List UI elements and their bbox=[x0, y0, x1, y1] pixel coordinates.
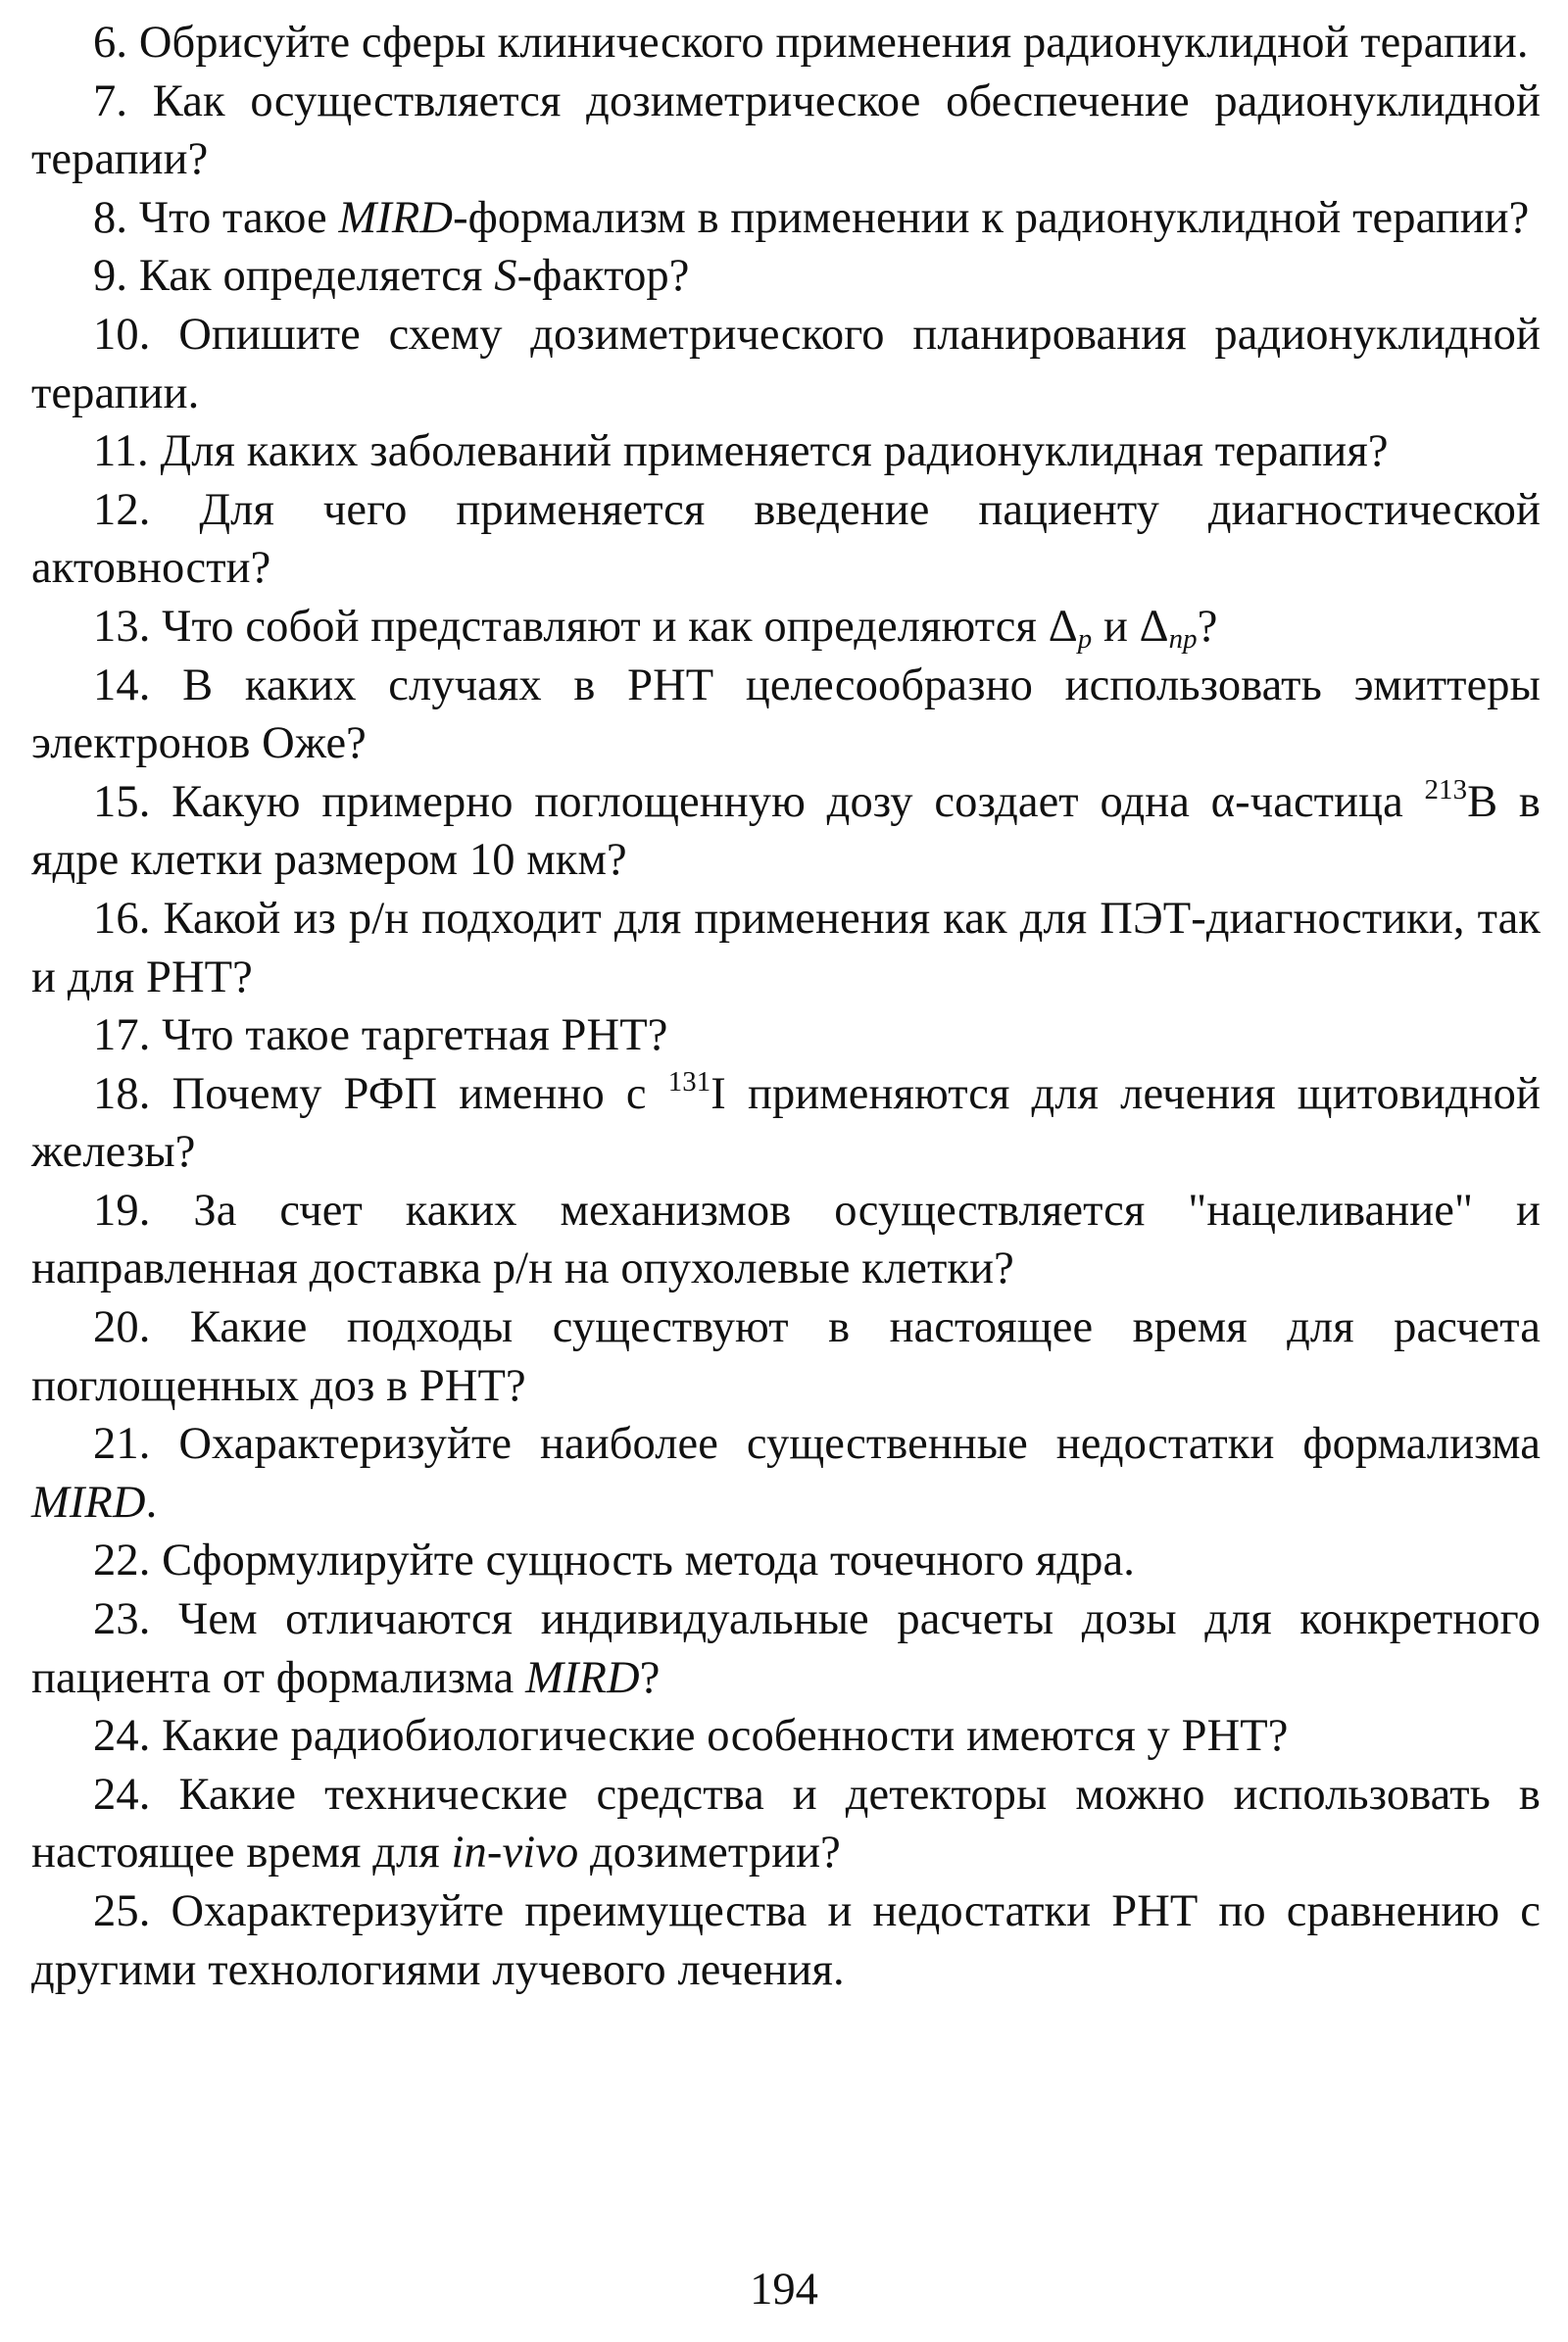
question-text: Сформулируйте сущность метода точечного ядра. bbox=[162, 1536, 1135, 1586]
question-25 bbox=[31, 1882, 1541, 1999]
question-24b bbox=[31, 1766, 1541, 1882]
question-text-end: -формализм в применении к радионуклидной терапии? bbox=[453, 192, 1530, 243]
question-text-start: Какую примерно поглощенную дозу создает одна α-частица bbox=[172, 776, 1425, 827]
question-text: Обрисуйте сферы клинического применения радионуклидной терапии. bbox=[138, 18, 1529, 68]
question-17 bbox=[31, 1006, 1541, 1065]
question-number: 25. bbox=[93, 1886, 151, 1936]
question-term-italic: in-vivo bbox=[451, 1828, 579, 1878]
question-number: 24. bbox=[93, 1711, 151, 1762]
question-text-end: -фактор? bbox=[516, 251, 690, 302]
question-text: Что такое таргетная РНТ? bbox=[162, 1010, 668, 1061]
question-text-end: дозиметрии? bbox=[578, 1828, 841, 1878]
question-text: Какие радиобиологические особенности имеются у РНТ? bbox=[162, 1711, 1289, 1762]
question-19 bbox=[31, 1182, 1541, 1298]
question-number: 14. bbox=[93, 659, 151, 710]
question-11 bbox=[31, 422, 1541, 481]
question-term-italic: MIRD bbox=[31, 1477, 146, 1528]
question-20 bbox=[31, 1298, 1541, 1415]
question-term-italic: MIRD bbox=[338, 192, 454, 243]
question-text-end: . bbox=[145, 1477, 158, 1528]
question-number: 9. bbox=[93, 251, 128, 302]
question-22 bbox=[31, 1532, 1541, 1590]
question-8 bbox=[31, 189, 1541, 248]
question-10 bbox=[31, 306, 1541, 422]
question-text-start: Охарактеризуйте наиболее существенные недостатки формализма bbox=[178, 1419, 1541, 1470]
question-text: Для чего применяется введение пациенту диагностической актовности? bbox=[31, 484, 1541, 594]
question-text-end: ? bbox=[1197, 601, 1218, 652]
question-text-middle: и Δ bbox=[1092, 601, 1169, 652]
question-number: 17. bbox=[93, 1010, 151, 1061]
question-text-end: ? bbox=[639, 1652, 661, 1703]
question-number: 20. bbox=[93, 1302, 151, 1353]
question-number: 6. bbox=[93, 18, 128, 68]
question-12 bbox=[31, 481, 1541, 598]
question-number: 22. bbox=[93, 1536, 151, 1586]
question-number: 7. bbox=[93, 75, 128, 126]
question-text-start: Как определяется bbox=[138, 251, 495, 302]
question-number: 23. bbox=[93, 1594, 151, 1645]
question-text-end: B в ядре клетки размером 10 мкм? bbox=[31, 776, 1541, 886]
superscript-mass-number: 131 bbox=[667, 1065, 711, 1098]
question-number: 24. bbox=[93, 1769, 151, 1820]
question-list bbox=[31, 14, 1541, 1999]
question-text-end: I применяются для лечения щитовидной железы? bbox=[31, 1068, 1541, 1178]
question-text-start: Какие технические средства и детекторы можно использовать в настоящее время для bbox=[31, 1769, 1541, 1878]
question-24a bbox=[31, 1707, 1541, 1766]
question-number: 13. bbox=[93, 601, 151, 652]
question-text-start: Чем отличаются индивидуальные расчеты дозы для конкретного пациента от формализма bbox=[31, 1594, 1541, 1703]
question-9 bbox=[31, 247, 1541, 306]
question-text: За счет каких механизмов осуществляется "нацеливание" и направленная доставка р/н на опухолевые клетки? bbox=[31, 1185, 1541, 1294]
question-text: Охарактеризуйте преимущества и недостатки РНТ по сравнению с другими технологиями лучевого лечения. bbox=[31, 1886, 1541, 1995]
question-number: 8. bbox=[93, 192, 128, 243]
question-23 bbox=[31, 1590, 1541, 1707]
question-text-start: Что собой представляют и как определяются Δ bbox=[162, 601, 1078, 652]
question-text: Как осуществляется дозиметрическое обеспечение радионуклидной терапии? bbox=[31, 75, 1542, 185]
subscript-np: np bbox=[1168, 623, 1198, 656]
question-text: Опишите схему дозиметрического планирования радионуклидной терапии. bbox=[31, 309, 1542, 418]
question-15 bbox=[31, 773, 1541, 890]
question-7 bbox=[31, 73, 1541, 189]
question-14 bbox=[31, 657, 1541, 773]
question-text: В каких случаях в РНТ целесообразно использовать эмиттеры электронов Оже? bbox=[31, 659, 1542, 769]
question-text: Какие подходы существуют в настоящее время для расчета поглощенных доз в РНТ? bbox=[31, 1302, 1541, 1411]
subscript-p: p bbox=[1077, 623, 1093, 656]
question-text: Для каких заболеваний применяется радионуклидная терапия? bbox=[160, 426, 1389, 477]
page-number: 194 bbox=[750, 2265, 818, 2315]
question-number: 19. bbox=[93, 1185, 151, 1236]
question-number: 18. bbox=[93, 1068, 151, 1119]
question-18 bbox=[31, 1065, 1541, 1182]
question-text: Какой из р/н подходит для применения как для ПЭТ-диагностики, так и для РНТ? bbox=[31, 893, 1541, 1002]
question-term-italic: S bbox=[494, 251, 517, 302]
question-number: 15. bbox=[93, 776, 151, 827]
superscript-mass-number: 213 bbox=[1424, 773, 1468, 805]
question-term-italic: MIRD bbox=[525, 1652, 640, 1703]
question-number: 16. bbox=[93, 893, 151, 944]
question-13 bbox=[31, 598, 1541, 657]
question-number: 10. bbox=[93, 309, 151, 360]
question-text-start: Что такое bbox=[138, 192, 339, 243]
question-6 bbox=[31, 14, 1541, 73]
question-number: 12. bbox=[93, 484, 151, 535]
question-number: 21. bbox=[93, 1419, 151, 1470]
question-number: 11. bbox=[93, 426, 149, 477]
question-16 bbox=[31, 890, 1541, 1006]
question-text-start: Почему РФП именно с bbox=[172, 1068, 668, 1119]
question-21 bbox=[31, 1415, 1541, 1532]
